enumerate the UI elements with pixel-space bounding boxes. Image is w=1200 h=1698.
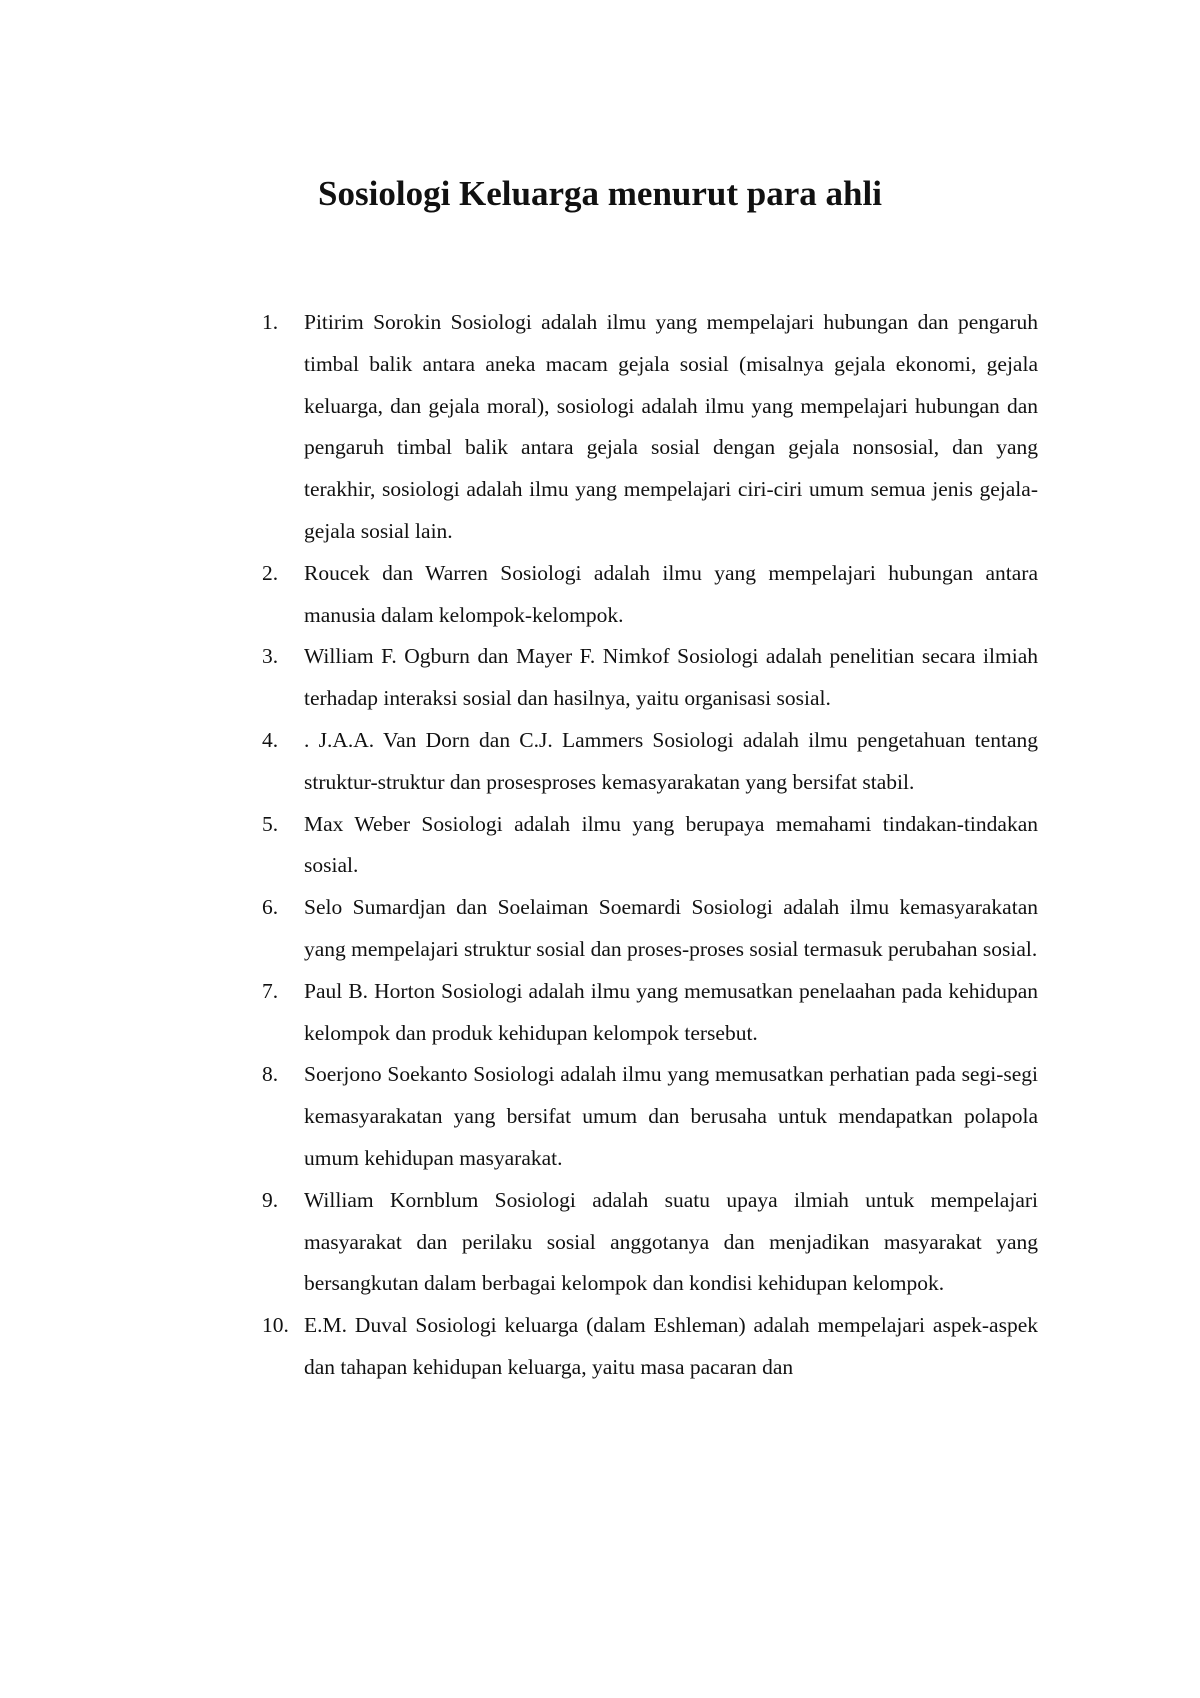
list-item-text: E.M. Duval Sosiologi keluarga (dalam Eshleman) adalah mempelajari aspek-aspek dan tahapan kehidupan keluarga, yaitu masa pacaran dan xyxy=(304,1313,1038,1379)
list-item-number: 5. xyxy=(262,811,279,836)
list-item xyxy=(262,1054,1038,1179)
list-item xyxy=(262,302,1038,553)
list-item-text: William Kornblum Sosiologi adalah suatu upaya ilmiah untuk mempelajari masyarakat dan perilaku sosial anggotanya dan menjadikan masyarakat yang bersangkutan dalam berbagai kelompok dan kondisi kehidupan kelompok. xyxy=(304,1187,1038,1296)
list-item-text: Soerjono Soekanto Sosiologi adalah ilmu yang memusatkan perhatian pada segi-segi kemasyarakatan yang bersifat umum dan berusaha untuk mendapatkan polapola umum kehidupan masyarakat. xyxy=(304,1062,1038,1170)
list-item-text: Pitirim Sorokin Sosiologi adalah ilmu yang mempelajari hubungan dan pengaruh timbal balik antara aneka macam gejala sosial (misalnya gejala ekonomi, gejala keluarga, dan gejala moral), sosiologi adalah ilmu yang mempelajari hubungan dan pengaruh timbal balik antara gejala sosial dengan gejala nonsosial, dan yang terakhir, sosiologi adalah ilmu yang mempelajari ciri-ciri umum semua jenis gejala-gejala sosial lain. xyxy=(304,310,1038,543)
list-item xyxy=(262,804,1038,888)
list-item-number: 2. xyxy=(262,560,279,585)
list-item-number: 9. xyxy=(262,1187,279,1212)
list-item-text: Selo Sumardjan dan Soelaiman Soemardi Sosiologi adalah ilmu kemasyarakatan yang mempelajari struktur sosial dan proses-proses sosial termasuk perubahan sosial. xyxy=(304,895,1038,961)
list-item-number: 8. xyxy=(262,1062,279,1087)
list-item-number: 7. xyxy=(262,978,279,1003)
list-item-text: Roucek dan Warren Sosiologi adalah ilmu yang mempelajari hubungan antara manusia dalam kelompok-kelompok. xyxy=(304,560,1038,627)
list-item-text: Paul B. Horton Sosiologi adalah ilmu yang memusatkan penelaahan pada kehidupan kelompok dan produk kehidupan kelompok tersebut. xyxy=(304,978,1038,1045)
list-item xyxy=(262,720,1038,804)
list-item-number: 4. xyxy=(262,727,279,752)
list-item xyxy=(262,636,1038,720)
list-item-text: Max Weber Sosiologi adalah ilmu yang berupaya memahami tindakan-tindakan sosial. xyxy=(304,811,1038,878)
list-item xyxy=(262,971,1038,1055)
list-item xyxy=(262,1305,1038,1389)
list-item xyxy=(262,553,1038,637)
list-item-number: 3. xyxy=(262,644,279,669)
list-item-number: 10. xyxy=(262,1313,289,1338)
page-title: Sosiologi Keluarga menurut para ahli xyxy=(318,174,882,213)
list-item-text: . J.A.A. Van Dorn dan C.J. Lammers Sosiologi adalah ilmu pengetahuan tentang struktur-struktur dan prosesproses kemasyarakatan yang bersifat stabil. xyxy=(304,727,1038,794)
list-item-number: 1. xyxy=(262,310,279,334)
list-item-text: William F. Ogburn dan Mayer F. Nimkof Sosiologi adalah penelitian secara ilmiah terhadap interaksi sosial dan hasilnya, yaitu organisasi sosial. xyxy=(304,644,1038,711)
list-item-number: 6. xyxy=(262,895,279,920)
list-item xyxy=(262,887,1038,971)
list-item xyxy=(262,1180,1038,1305)
expert-definitions-list xyxy=(262,302,1038,1389)
